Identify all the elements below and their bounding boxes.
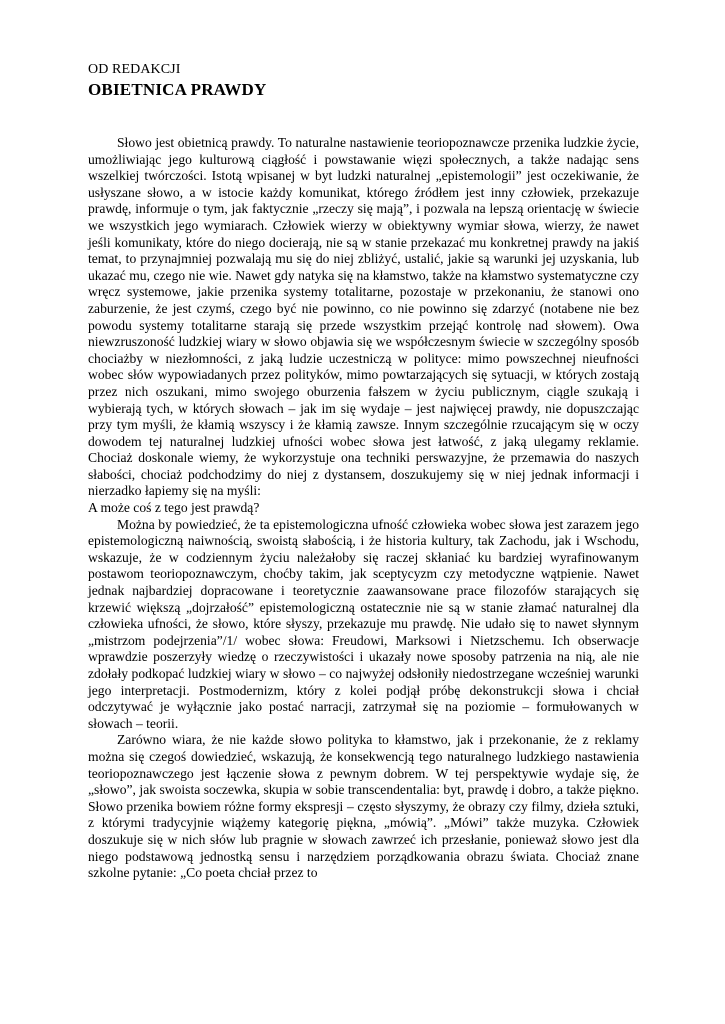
paragraph: Można by powiedzieć, że ta epistemologiczna ufność człowieka wobec słowa jest zarazem jego epistemologiczną naiwnością, swoistą słabością, i że historia kultury, tak Zachodu, jak i Wschodu, wskazuje, że w codziennym życiu należałoby się raczej skłaniać ku bardziej wyrafinowanym postawom teoriopoznawczym, choćby takim, jak sceptycyzm czy metodyczne wątpienie. Nawet jednak najbardziej dopracowane i teoretycznie zaawansowane prace filozofów starających się krzewić większą „dojrzałość” epistemologiczną ostatecznie nie są w stanie złamać naturalnej dla człowieka ufności, że słowo, które słyszy, przekazuje mu prawdę. Nie udało się to nawet słynnym „mistrzom podejrzenia”/1/ wobec słowa: Freudowi, Marksowi i Nietzschemu. Ich obserwacje wprawdzie poszerzyły wiedzę o rzeczywistości i ukazały nowe sposoby patrzenia na nią, ale nie zdołały podkopać ludzkiej wiary w słowo – co najwyżej odsłoniły niedostrzegane wcześniej warunki jego interpretacji. Postmodernizm, który z kolei podjął próbę dekonstrukcji słowa i chciał odczytywać je wyłącznie jako postać narracji, zatrzymał się na poziomie – formułowanych w słowach – teorii. (88, 516, 639, 731)
article-body (88, 135, 639, 882)
paragraph: Zarówno wiara, że nie każde słowo polityka to kłamstwo, jak i przekonanie, że z reklamy można się czegoś dowiedzieć, wskazują, że konsekwencją tego naturalnego ludzkiego nastawienia teoriopoznawczego jest łączenie słowa z pewnym dobrem. W tej perspektywie wydaje się, że „słowo”, jak swoista soczewka, skupia w sobie transcendentalia: byt, prawdę i dobro, a także piękno. Słowo przenika bowiem różne formy ekspresji – często słyszymy, że obrazy czy filmy, dzieła sztuki, z którymi tradycyjnie wiążemy kategorię piękna, „mówią”. „Mówi” także muzyka. Człowiek doszukuje się w nich słów lub pragnie w słowach zawrzeć ich przesłanie, ponieważ słowo jest dla niego podstawową jednostką sensu i narzędziem porządkowania obrazu świata. Chociaż znane szkolne pytanie: „Co poeta chciał przez to (88, 732, 639, 881)
paragraph: Słowo jest obietnicą prawdy. To naturalne nastawienie teoriopoznawcze przenika ludzkie życie, umożliwiając jego kulturową ciągłość i powstawanie więzi społecznych, a także nadając sens wszelkiej twórczości. Istotą wpisanej w byt ludzki naturalnej „epistemologii” jest oczekiwanie, że usłyszane słowo, a w istocie każdy komunikat, którego źródłem jest inny człowiek, przekazuje prawdę, informuje o tym, jak faktycznie „rzeczy się mają”, i pozwala na lepszą orientację w świecie we wszystkich jego wymiarach. Człowiek wierzy w obiektywny wymiar słowa, wierzy, że nawet jeśli komunikaty, które do niego docierają, nie są w stanie przekazać mu konkretnej prawdy na jakiś temat, to przynajmniej pozwalają mu się do niej zbliżyć, ustalić, jakie są warunki jej uzyskania, lub ukazać mu, czego nie wie. Nawet gdy natyka się na kłamstwo, także na kłamstwo systematyczne czy wręcz systemowe, jakie przenika systemy totalitarne, pozostaje w przekonaniu, że stanowi ono zaburzenie, że jest czymś, czego być nie powinno, co nie powinno się zdarzyć (notabene nie bez powodu systemy totalitarne starają się przede wszystkim przejąć kontrolę nad słowem). Owa niewzruszoność ludzkiej wiary w słowo objawia się we współczesnym świecie w szczególny sposób chociażby w niezłomności, z jaką ludzie uczestniczą w polityce: mimo powszechnej nieufności wobec słów wypowiadanych przez polityków, mimo powtarzających się sytuacji, w których zostają przez nich oszukani, mimo swojego oburzenia fałszem w życiu publicznym, ciągle szukają i wybierają tych, w których słowach – jak im się wydaje – jest najwięcej prawdy, nie dopuszczając przy tym myśli, że kłamią wszyscy i że kłamią zawsze. Innym szczególnie rzucającym się w oczy dowodem tej naturalnej ludzkiej ufności wobec słowa jest łatwość, z jaką ulegamy reklamie. Chociaż doskonale wiemy, że wykorzystuje ona techniki perswazyjne, że przemawia do naszych słabości, chociaż podchodzimy do niej z dystansem, doszukujemy się w niej jednak informacji i nierzadko łapiemy się na myśli: (88, 135, 639, 499)
page-title: OBIETNICA PRAWDY (88, 80, 267, 99)
paragraph: A może coś z tego jest prawdą? (88, 500, 260, 516)
section-label: OD REDAKCJI (88, 62, 181, 77)
document-page (88, 62, 639, 882)
